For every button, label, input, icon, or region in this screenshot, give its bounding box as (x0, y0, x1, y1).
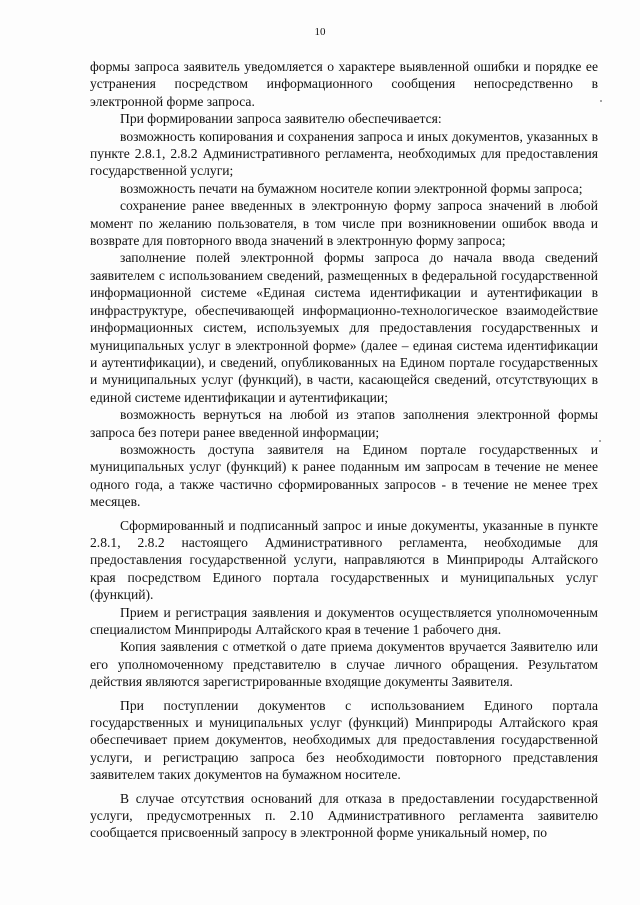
paragraph: В случае отсутствия оснований для отказа в предоставлении государственной услуги, предусмотренных п. 2.10 Административного регламента заявителю сообщается присвоенный запросу в электронной форме уникальный номер, по (90, 790, 598, 841)
paragraph: возможность вернуться на любой из этапов заполнения электронной формы запроса без потери ранее введенной информации; (90, 407, 598, 440)
paragraph: сохранение ранее введенных в электронную форму запроса значений в любой момент по желанию пользователя, в том числе при возникновении ошибок ввода и возврате для повторного ввода значений в электронную форму запроса; (90, 198, 598, 249)
paragraph: возможность доступа заявителя на Едином портале государственных и муниципальных услуг (функций) к ранее поданным им запросам в течение не менее одного года, а также частично сформированных запросов - в течение не менее трех месяцев. (90, 441, 598, 510)
scan-speck (599, 440, 601, 442)
paragraph: При поступлении документов с использованием Единого портала государственных и муниципальных услуг (функций) Минприроды Алтайского края обеспечивает прием документов, необходимых для предоставления государственной услуги, и регистрацию запроса без необходимости повторного представления заявителем таких документов на бумажном носителе. (90, 697, 598, 783)
scan-speck (600, 100, 602, 102)
paragraph: возможность печати на бумажном носителе копии электронной формы запроса; (120, 180, 583, 196)
paragraph: Сформированный и подписанный запрос и иные документы, указанные в пункте 2.8.1, 2.8.2 настоящего Административного регламента, необходимые для предоставления государственной услуги, направляются в Минприроды Алтайского края посредством Единого портала государственных и муниципальных услуг (функций). (90, 517, 598, 603)
document-body (90, 58, 598, 842)
paragraph: Копия заявления с отметкой о дате приема документов вручается Заявителю или его уполномоченному представителю в случае личного обращения. Результатом действия являются зарегистрированные входящие документы Заявителя. (90, 639, 598, 690)
paragraph: При формировании запроса заявителю обеспечивается: (120, 111, 442, 127)
paragraph: Прием и регистрация заявления и документов осуществляется уполномоченным специалистом Минприроды Алтайского края в течение 1 рабочего дня. (90, 604, 598, 637)
paragraph: заполнение полей электронной формы запроса до начала ввода сведений заявителем с использованием сведений, размещенных в федеральной государственной информационной системе «Единая система идентификации и аутентификации в инфраструктуре, обеспечивающей информационно-технологическое взаимодействие информационных систем, используемых для предоставления государственных и муниципальных услуг в электронной форме» (далее – единая система идентификации и аутентификации), и сведений, опубликованных на Едином портале государственных и муниципальных услуг (функций), в части, касающейся сведений, отсутствующих в единой системе идентификации и аутентификации; (90, 250, 598, 405)
page-number: 10 (314, 26, 326, 38)
paragraph: формы запроса заявитель уведомляется о характере выявленной ошибки и порядке ее устранения посредством информационного сообщения непосредственно в электронной форме запроса. (90, 59, 598, 109)
paragraph: возможность копирования и сохранения запроса и иных документов, указанных в пункте 2.8.1, 2.8.2 Административного регламента, необходимых для предоставления государственной услуги; (90, 128, 598, 179)
